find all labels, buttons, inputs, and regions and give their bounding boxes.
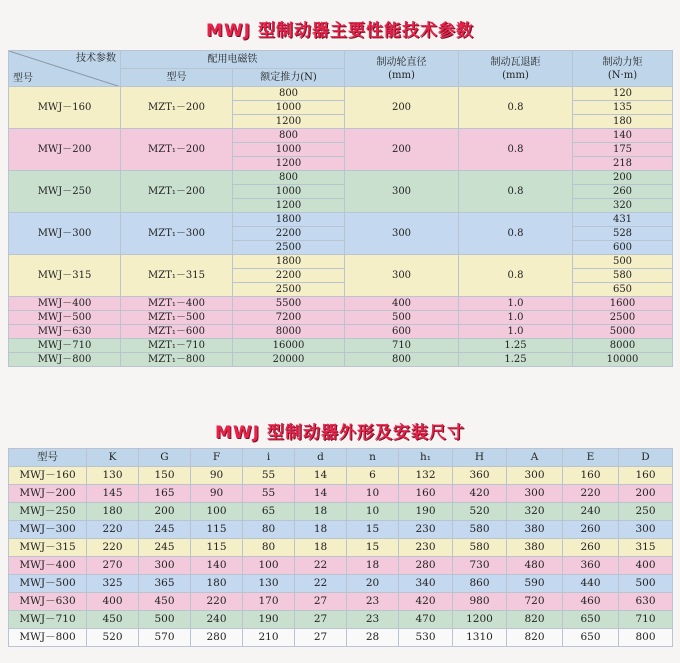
table-row [9,129,673,143]
shoe-clearance-cell: 0.8 [459,255,573,297]
dimension-cell: 240 [563,503,619,521]
dimension-cell: 820 [507,629,563,647]
thrust-cell: 7200 [233,311,345,325]
magnet-model-cell: MZT₁－600 [121,325,233,339]
column-header: H [453,449,507,467]
dimension-cell: 132 [399,467,453,485]
table-row [9,485,673,503]
torque-cell: 8000 [573,339,673,353]
dimension-cell: 55 [243,485,295,503]
dimension-cell: 220 [563,485,619,503]
thrust-cell: 1200 [233,157,345,171]
wheel-diameter-cell: 800 [345,353,459,367]
dimension-cell: 300 [619,521,673,539]
dimension-cell: 360 [453,467,507,485]
table-row [9,171,673,185]
header-braking-torque: 制动力矩 (N·m) [573,51,673,87]
model-cell: MWJ－800 [9,353,121,367]
dimension-cell: 22 [295,557,347,575]
model-cell: MWJ－200 [9,485,87,503]
torque-cell: 10000 [573,353,673,367]
column-header: F [191,449,243,467]
dimension-cell: 100 [191,503,243,521]
torque-cell: 218 [573,157,673,171]
magnet-model-cell: MZT₁－800 [121,353,233,367]
dimension-cell: 220 [191,593,243,611]
header-shoe-clearance: 制动瓦退距 (mm) [459,51,573,87]
wheel-diameter-cell: 710 [345,339,459,353]
dimension-cell: 460 [563,593,619,611]
dimension-cell: 130 [243,575,295,593]
dimension-cell: 440 [563,575,619,593]
wheel-diameter-cell: 300 [345,213,459,255]
dimension-cell: 250 [619,503,673,521]
column-header: G [139,449,191,467]
table-row [9,353,673,367]
dimension-cell: 420 [399,593,453,611]
wheel-diameter-cell: 400 [345,297,459,311]
dimension-cell: 23 [347,611,399,629]
table-row [9,575,673,593]
column-header: i [243,449,295,467]
dimension-cell: 710 [619,611,673,629]
dimension-cell: 180 [87,503,139,521]
shoe-clearance-cell: 1.25 [459,353,573,367]
torque-cell: 580 [573,269,673,283]
dimension-cell: 27 [295,593,347,611]
dimension-cell: 190 [399,503,453,521]
thrust-cell: 20000 [233,353,345,367]
dimensions-table [8,448,673,647]
dimension-cell: 800 [619,629,673,647]
dimension-cell: 450 [87,611,139,629]
header-magnet-model: 型号 [121,69,233,87]
column-header: 型号 [9,449,87,467]
shoe-clearance-cell: 1.0 [459,311,573,325]
dimension-cell: 1200 [453,611,507,629]
table-row [9,87,673,101]
dimension-cell: 27 [295,629,347,647]
table-row [9,297,673,311]
thrust-cell: 1200 [233,115,345,129]
shoe-clearance-cell: 1.0 [459,325,573,339]
torque-cell: 320 [573,199,673,213]
torque-cell: 5000 [573,325,673,339]
model-cell: MWJ－160 [9,87,121,129]
torque-cell: 120 [573,87,673,101]
dimension-cell: 520 [87,629,139,647]
model-cell: MWJ－200 [9,129,121,171]
torque-cell: 135 [573,101,673,115]
model-cell: MWJ－250 [9,503,87,521]
dimension-cell: 730 [453,557,507,575]
table-row [9,521,673,539]
model-cell: MWJ－315 [9,255,121,297]
thrust-cell: 1000 [233,143,345,157]
shoe-clearance-cell: 0.8 [459,213,573,255]
model-cell: MWJ－500 [9,575,87,593]
dimension-cell: 380 [507,521,563,539]
dimension-cell: 245 [139,539,191,557]
shoe-clearance-cell: 1.0 [459,297,573,311]
dimension-cell: 200 [139,503,191,521]
magnet-model-cell: MZT₁－315 [121,255,233,297]
dimension-cell: 14 [295,485,347,503]
header-rated-thrust: 额定推力(N) [233,69,345,87]
dimension-cell: 115 [191,521,243,539]
dimension-cell: 380 [507,539,563,557]
dimension-cell: 470 [399,611,453,629]
model-cell: MWJ－630 [9,593,87,611]
wheel-diameter-cell: 200 [345,87,459,129]
table-row [9,593,673,611]
thrust-cell: 2200 [233,227,345,241]
torque-cell: 600 [573,241,673,255]
dimension-cell: 15 [347,521,399,539]
table-row [9,629,673,647]
dimension-cell: 145 [87,485,139,503]
thrust-cell: 1200 [233,199,345,213]
dimension-cell: 320 [507,503,563,521]
model-cell: MWJ－300 [9,521,87,539]
thrust-cell: 8000 [233,325,345,339]
dimension-cell: 300 [507,467,563,485]
magnet-model-cell: MZT₁－200 [121,87,233,129]
model-cell: MWJ－500 [9,311,121,325]
dimension-cell: 820 [507,611,563,629]
dimension-cell: 160 [563,467,619,485]
dimension-cell: 245 [139,521,191,539]
table-row [9,467,673,485]
torque-cell: 175 [573,143,673,157]
model-cell: MWJ－400 [9,557,87,575]
torque-cell: 431 [573,213,673,227]
table-row [9,311,673,325]
thrust-cell: 2500 [233,283,345,297]
dimension-cell: 80 [243,539,295,557]
table-row [9,557,673,575]
model-cell: MWJ－315 [9,539,87,557]
dimension-cell: 500 [139,611,191,629]
dimension-cell: 115 [191,539,243,557]
dimension-cell: 28 [347,629,399,647]
magnet-model-cell: MZT₁－500 [121,311,233,325]
dimension-cell: 360 [563,557,619,575]
wheel-diameter-cell: 300 [345,171,459,213]
thrust-cell: 1000 [233,101,345,115]
diag-label-params: 技术参数 [76,53,116,64]
torque-cell: 2500 [573,311,673,325]
dimension-cell: 365 [139,575,191,593]
wheel-diameter-cell: 600 [345,325,459,339]
dimension-cell: 130 [87,467,139,485]
dimension-cell: 230 [399,539,453,557]
dimension-cell: 27 [295,611,347,629]
dimension-cell: 300 [507,485,563,503]
table-row [9,255,673,269]
dimension-cell: 18 [295,503,347,521]
dimension-cell: 20 [347,575,399,593]
dimension-cell: 860 [453,575,507,593]
dimension-cell: 630 [619,593,673,611]
performance-table-title: MWJ 型制动器主要性能技术参数 [206,21,474,41]
table-row [9,213,673,227]
thrust-cell: 16000 [233,339,345,353]
diag-label-model: 型号 [13,73,33,84]
column-header: h₁ [399,449,453,467]
dimension-cell: 340 [399,575,453,593]
torque-cell: 528 [573,227,673,241]
torque-cell: 200 [573,171,673,185]
table-row [9,339,673,353]
shoe-clearance-cell: 1.25 [459,339,573,353]
dimension-cell: 500 [619,575,673,593]
dimension-cell: 420 [453,485,507,503]
shoe-clearance-cell: 0.8 [459,129,573,171]
dimension-cell: 165 [139,485,191,503]
magnet-model-cell: MZT₁－300 [121,213,233,255]
dimension-cell: 400 [619,557,673,575]
dimension-cell: 530 [399,629,453,647]
dimension-cell: 140 [191,557,243,575]
torque-cell: 650 [573,283,673,297]
dimension-cell: 325 [87,575,139,593]
model-cell: MWJ－250 [9,171,121,213]
dimension-cell: 160 [399,485,453,503]
table-row [9,503,673,521]
dimension-cell: 18 [295,539,347,557]
dimension-cell: 650 [563,611,619,629]
magnet-model-cell: MZT₁－200 [121,129,233,171]
dimension-cell: 220 [87,521,139,539]
dimension-cell: 180 [191,575,243,593]
shoe-clearance-cell: 0.8 [459,87,573,129]
model-cell: MWJ－630 [9,325,121,339]
column-header: d [295,449,347,467]
dimension-cell: 10 [347,503,399,521]
thrust-cell: 1800 [233,255,345,269]
thrust-cell: 2200 [233,269,345,283]
dimension-cell: 590 [507,575,563,593]
model-cell: MWJ－160 [9,467,87,485]
dimension-cell: 6 [347,467,399,485]
dimension-cell: 580 [453,539,507,557]
dimension-cell: 260 [563,521,619,539]
dimension-cell: 220 [87,539,139,557]
thrust-cell: 800 [233,171,345,185]
column-header: E [563,449,619,467]
header-wheel-diameter: 制动轮直径 (mm) [345,51,459,87]
column-header: D [619,449,673,467]
dimension-cell: 190 [243,611,295,629]
magnet-model-cell: MZT₁－400 [121,297,233,311]
table-row [9,325,673,339]
dimension-cell: 270 [87,557,139,575]
dimension-cell: 315 [619,539,673,557]
dimension-cell: 160 [619,467,673,485]
dimension-cell: 1310 [453,629,507,647]
dimension-cell: 720 [507,593,563,611]
dimension-cell: 23 [347,593,399,611]
thrust-cell: 5500 [233,297,345,311]
dimension-cell: 570 [139,629,191,647]
header-electromagnet: 配用电磁铁 [121,51,345,69]
model-cell: MWJ－800 [9,629,87,647]
dimension-cell: 18 [295,521,347,539]
dimension-cell: 480 [507,557,563,575]
torque-cell: 500 [573,255,673,269]
wheel-diameter-cell: 300 [345,255,459,297]
dimension-cell: 280 [399,557,453,575]
dimension-cell: 450 [139,593,191,611]
performance-parameters-table [8,50,673,367]
dimension-cell: 400 [87,593,139,611]
dimension-cell: 200 [619,485,673,503]
dimension-cell: 260 [563,539,619,557]
thrust-cell: 800 [233,129,345,143]
dimension-cell: 210 [243,629,295,647]
dimension-cell: 90 [191,485,243,503]
dimension-cell: 280 [191,629,243,647]
dimension-cell: 22 [295,575,347,593]
table-row [9,611,673,629]
dimension-cell: 18 [347,557,399,575]
torque-cell: 260 [573,185,673,199]
dimension-cell: 14 [295,467,347,485]
dimension-cell: 240 [191,611,243,629]
dimension-cell: 100 [243,557,295,575]
table-row [9,539,673,557]
thrust-cell: 1800 [233,213,345,227]
thrust-cell: 2500 [233,241,345,255]
thrust-cell: 1000 [233,185,345,199]
magnet-model-cell: MZT₁－710 [121,339,233,353]
dimension-cell: 15 [347,539,399,557]
column-header: A [507,449,563,467]
dimension-cell: 10 [347,485,399,503]
model-cell: MWJ－300 [9,213,121,255]
dimension-cell: 55 [243,467,295,485]
dimension-cell: 580 [453,521,507,539]
dimension-cell: 650 [563,629,619,647]
model-cell: MWJ－710 [9,339,121,353]
model-cell: MWJ－710 [9,611,87,629]
magnet-model-cell: MZT₁－200 [121,171,233,213]
dimension-cell: 300 [139,557,191,575]
model-cell: MWJ－400 [9,297,121,311]
dimension-cell: 980 [453,593,507,611]
shoe-clearance-cell: 0.8 [459,171,573,213]
dimension-cell: 230 [399,521,453,539]
torque-cell: 140 [573,129,673,143]
dimension-cell: 520 [453,503,507,521]
dimension-cell: 65 [243,503,295,521]
wheel-diameter-cell: 200 [345,129,459,171]
dimension-cell: 170 [243,593,295,611]
diagonal-header-cell [9,51,121,87]
torque-cell: 1600 [573,297,673,311]
column-header: n [347,449,399,467]
dimensions-table-title: MWJ 型制动器外形及安装尺寸 [215,423,465,443]
dimension-cell: 150 [139,467,191,485]
wheel-diameter-cell: 500 [345,311,459,325]
column-header: K [87,449,139,467]
thrust-cell: 800 [233,87,345,101]
torque-cell: 180 [573,115,673,129]
dimension-cell: 80 [243,521,295,539]
dimension-cell: 90 [191,467,243,485]
